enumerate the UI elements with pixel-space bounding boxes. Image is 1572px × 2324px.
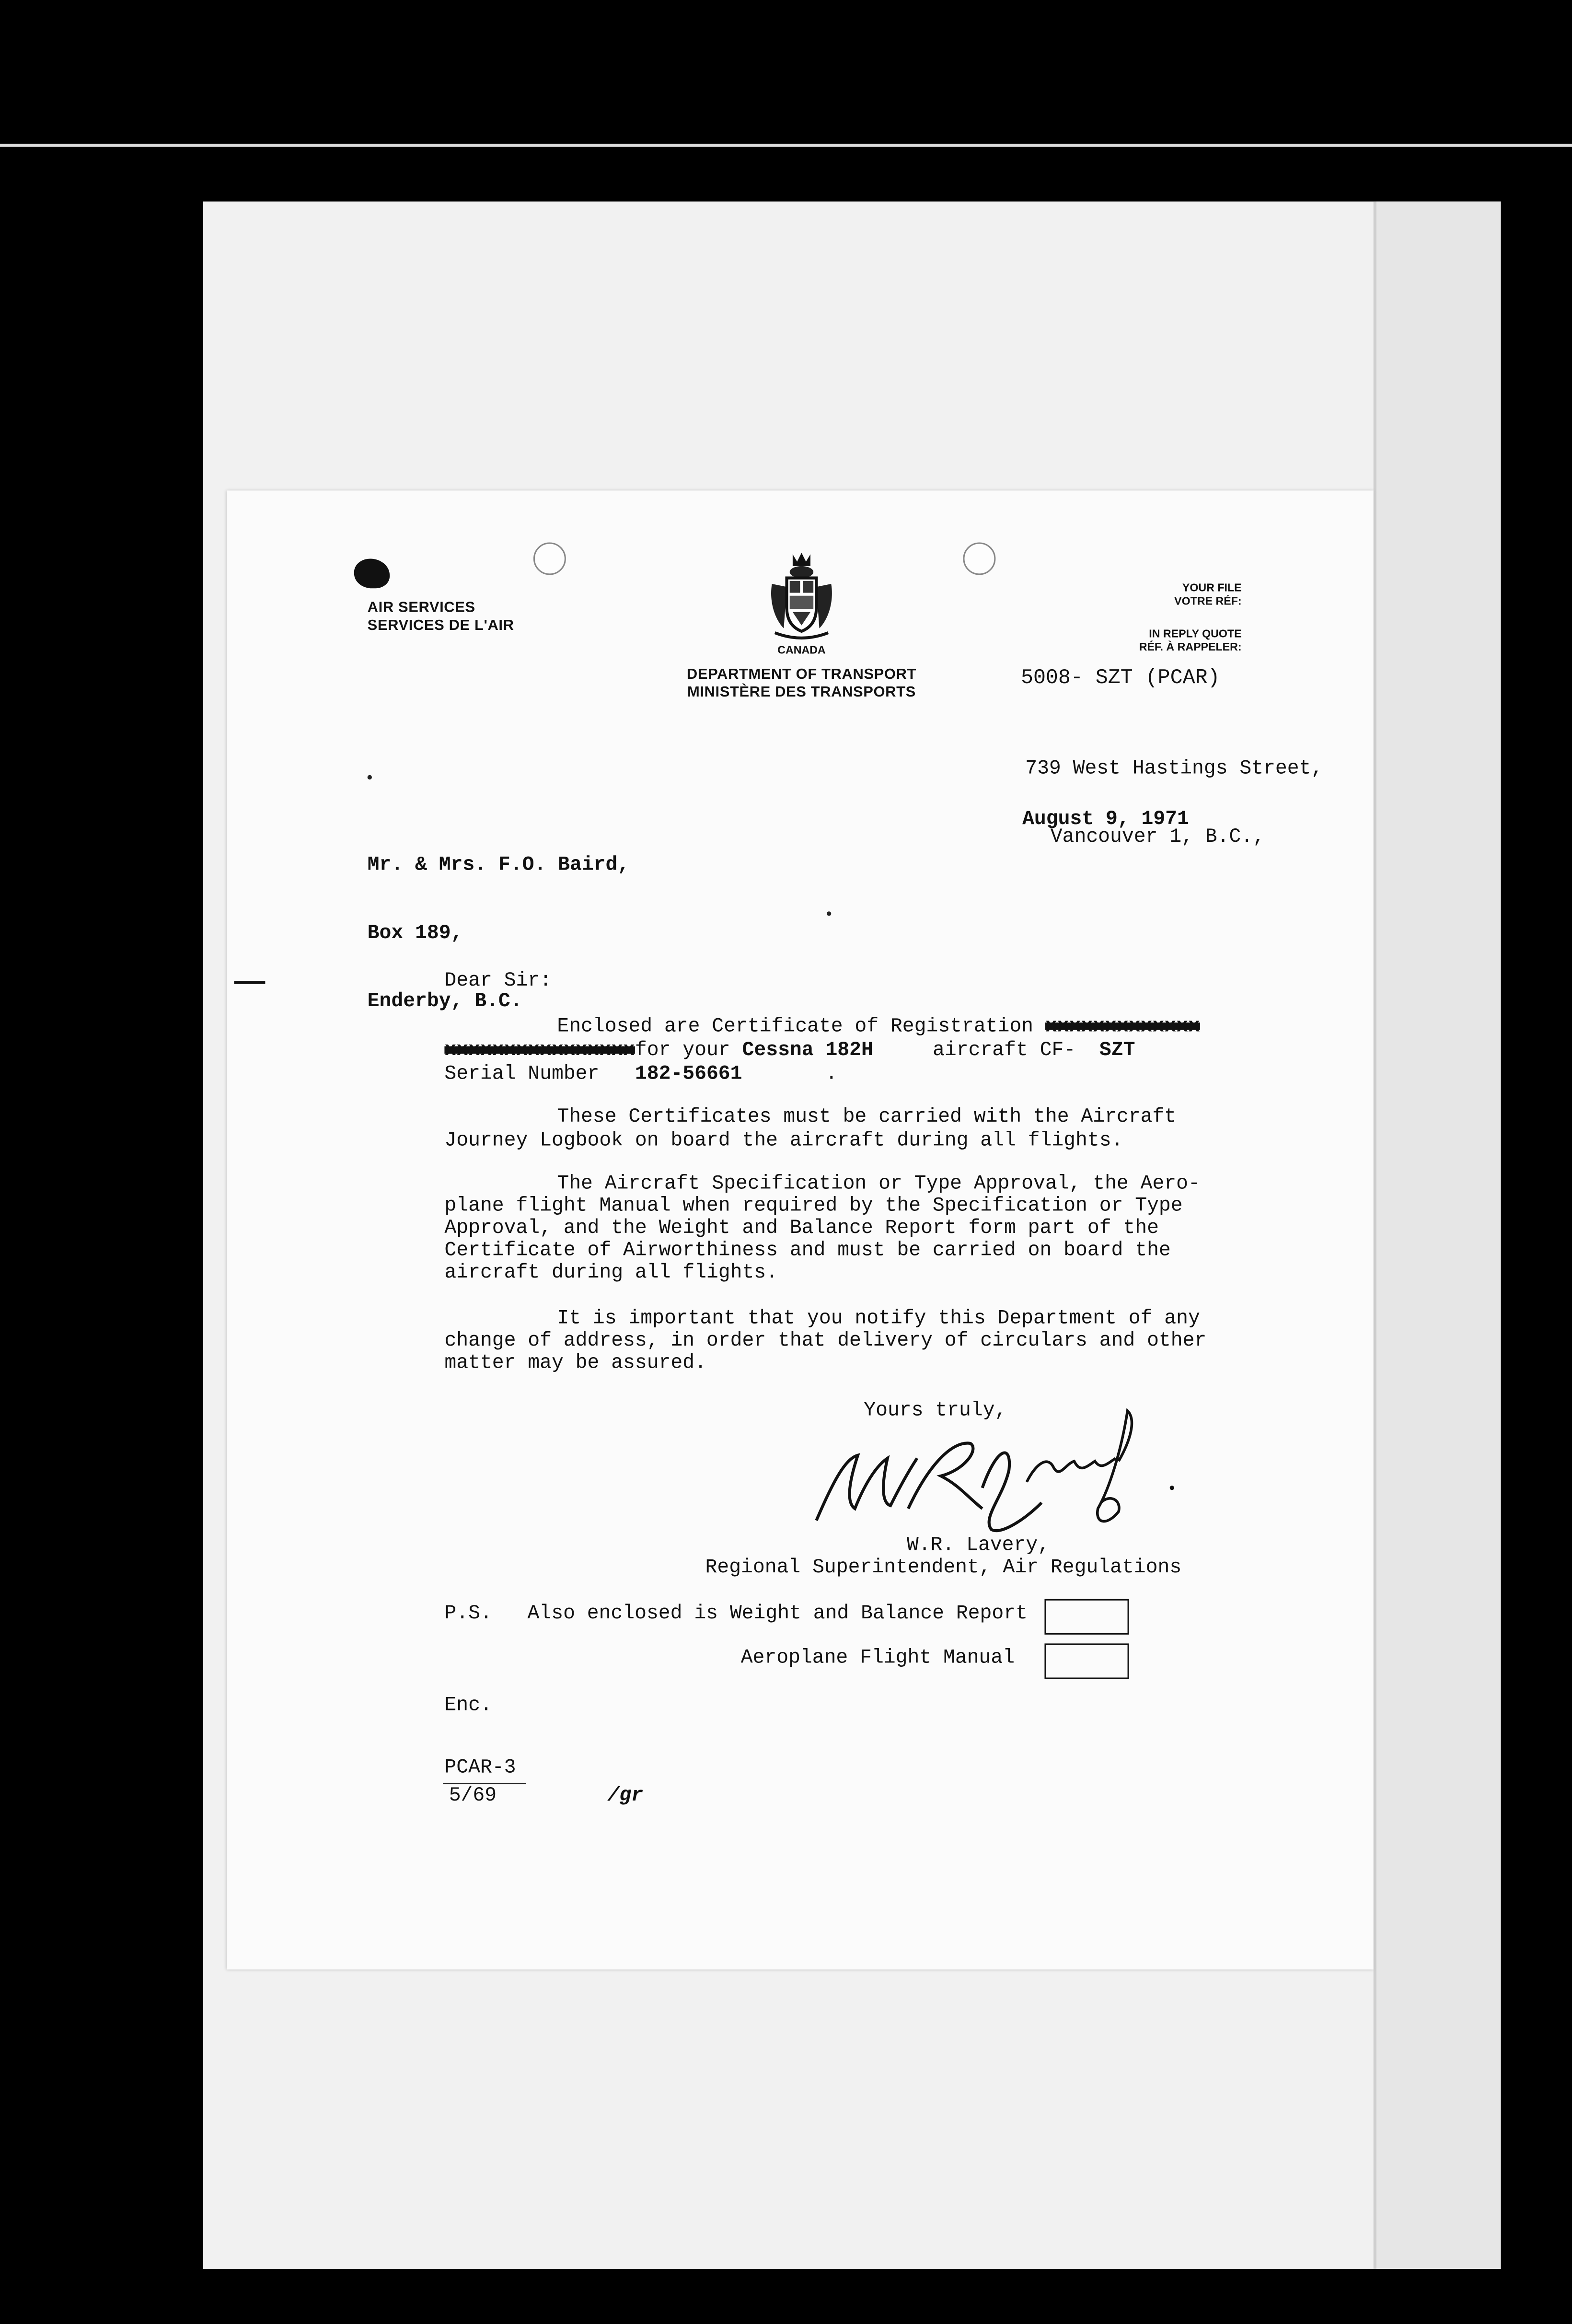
for-your-text: for your [635, 1040, 730, 1063]
your-file-en: YOUR FILE [1182, 581, 1242, 594]
department-name [653, 667, 949, 702]
checkbox-flight-manual[interactable] [1044, 1643, 1129, 1679]
typist-initials: /gr [607, 1786, 644, 1808]
para2-line1: These Certificates must be carried with the Aircraft [557, 1107, 1177, 1129]
office-address-line1: 739 West Hastings Street, [1025, 758, 1323, 781]
recipient-line3: Enderby, B.C. [367, 991, 522, 1014]
ps-label: P.S. [444, 1603, 492, 1626]
para4-line2: change of address, in order that delivery of circulars and other [444, 1331, 1207, 1353]
scanner-frame-line [0, 144, 1572, 147]
para1-line2 [444, 1040, 1135, 1063]
reply-quote-label [1049, 627, 1242, 654]
your-file-fr: VOTRE RÉF: [1174, 594, 1242, 608]
closing: Yours truly, [864, 1400, 1007, 1423]
department-fr: MINISTÈRE DES TRANSPORTS [687, 685, 916, 701]
handwritten-signature [805, 1405, 1190, 1535]
air-services-en: AIR SERVICES [367, 600, 475, 617]
redacted-text: xxxxxxxxxxxxx [1045, 1016, 1200, 1039]
fold-mark [234, 981, 265, 984]
backing-sheet-fold [1376, 201, 1501, 2269]
aircraft-registration: SZT [1099, 1040, 1135, 1063]
para3-line5: aircraft during all flights. [444, 1262, 778, 1285]
signatory-title: Regional Superintendent, Air Regulations [705, 1557, 1182, 1580]
para4-line1: It is important that you notify this Department of any [557, 1308, 1200, 1331]
salutation: Dear Sir: [444, 970, 552, 993]
letterhead-left [368, 600, 514, 636]
reference-number: 5008- SZT (PCAR) [1020, 667, 1220, 691]
recipient-line2: Box 189, [367, 923, 463, 946]
serial-number: 182-56661 [635, 1064, 742, 1086]
air-services-fr: SERVICES DE L'AIR [367, 618, 514, 635]
stray-mark-2 [827, 911, 831, 916]
enclosure: Enc. [444, 1695, 492, 1718]
reply-quote-fr: RÉF. À RAPPELER: [1139, 640, 1242, 654]
para1-text: Enclosed are Certificate of Registration [557, 1016, 1034, 1039]
punch-hole-right [963, 542, 995, 575]
recipient-line1: Mr. & Mrs. F.O. Baird, [367, 855, 630, 877]
para3-line2: plane flight Manual when required by the Specification or Type [444, 1196, 1183, 1219]
department-en: DEPARTMENT OF TRANSPORT [686, 667, 916, 684]
form-code: PCAR-3 [444, 1757, 516, 1780]
office-address-line2: Vancouver 1, B.C., [1050, 827, 1265, 849]
crest-label: CANADA [777, 643, 826, 657]
canada-crest-emblem [766, 551, 837, 640]
redacted-text-2: xxxxxxxxxxxxxxxx [444, 1040, 635, 1063]
stray-mark [368, 775, 372, 779]
ps-item-flight-manual: Aeroplane Flight Manual [740, 1648, 1015, 1671]
para2-line2: Journey Logbook on board the aircraft during all flights. [444, 1130, 1123, 1153]
para1-line3 [444, 1064, 837, 1087]
your-file-label [1079, 581, 1242, 608]
signatory-name: W.R. Lavery, [906, 1535, 1050, 1558]
form-code-rule [443, 1783, 526, 1784]
aircraft-type: Cessna 182H [742, 1040, 873, 1063]
letter-date: August 9, 1971 [1022, 809, 1189, 832]
para1-line1 [557, 1017, 1200, 1040]
ps-item-weight-balance: Also enclosed is Weight and Balance Report [527, 1603, 1028, 1626]
checkbox-weight-balance[interactable] [1044, 1599, 1129, 1635]
para3-line3: Approval, and the Weight and Balance Report form part of the [444, 1218, 1159, 1241]
reply-quote-en: IN REPLY QUOTE [1149, 627, 1242, 640]
aircraft-label: aircraft CF- [933, 1040, 1076, 1063]
office-address [1025, 713, 1323, 895]
para3-line4: Certificate of Airworthiness and must be carried on board the [444, 1240, 1171, 1263]
para3-line1: The Aircraft Specification or Type Approval, the Aero- [557, 1174, 1200, 1196]
form-date: 5/69 [449, 1786, 497, 1808]
serial-end: . [825, 1064, 838, 1086]
serial-label: Serial Number [444, 1064, 600, 1086]
backing-sheet-edge [1374, 201, 1376, 2269]
punch-hole-left [533, 542, 566, 575]
para4-line3: matter may be assured. [444, 1353, 706, 1375]
